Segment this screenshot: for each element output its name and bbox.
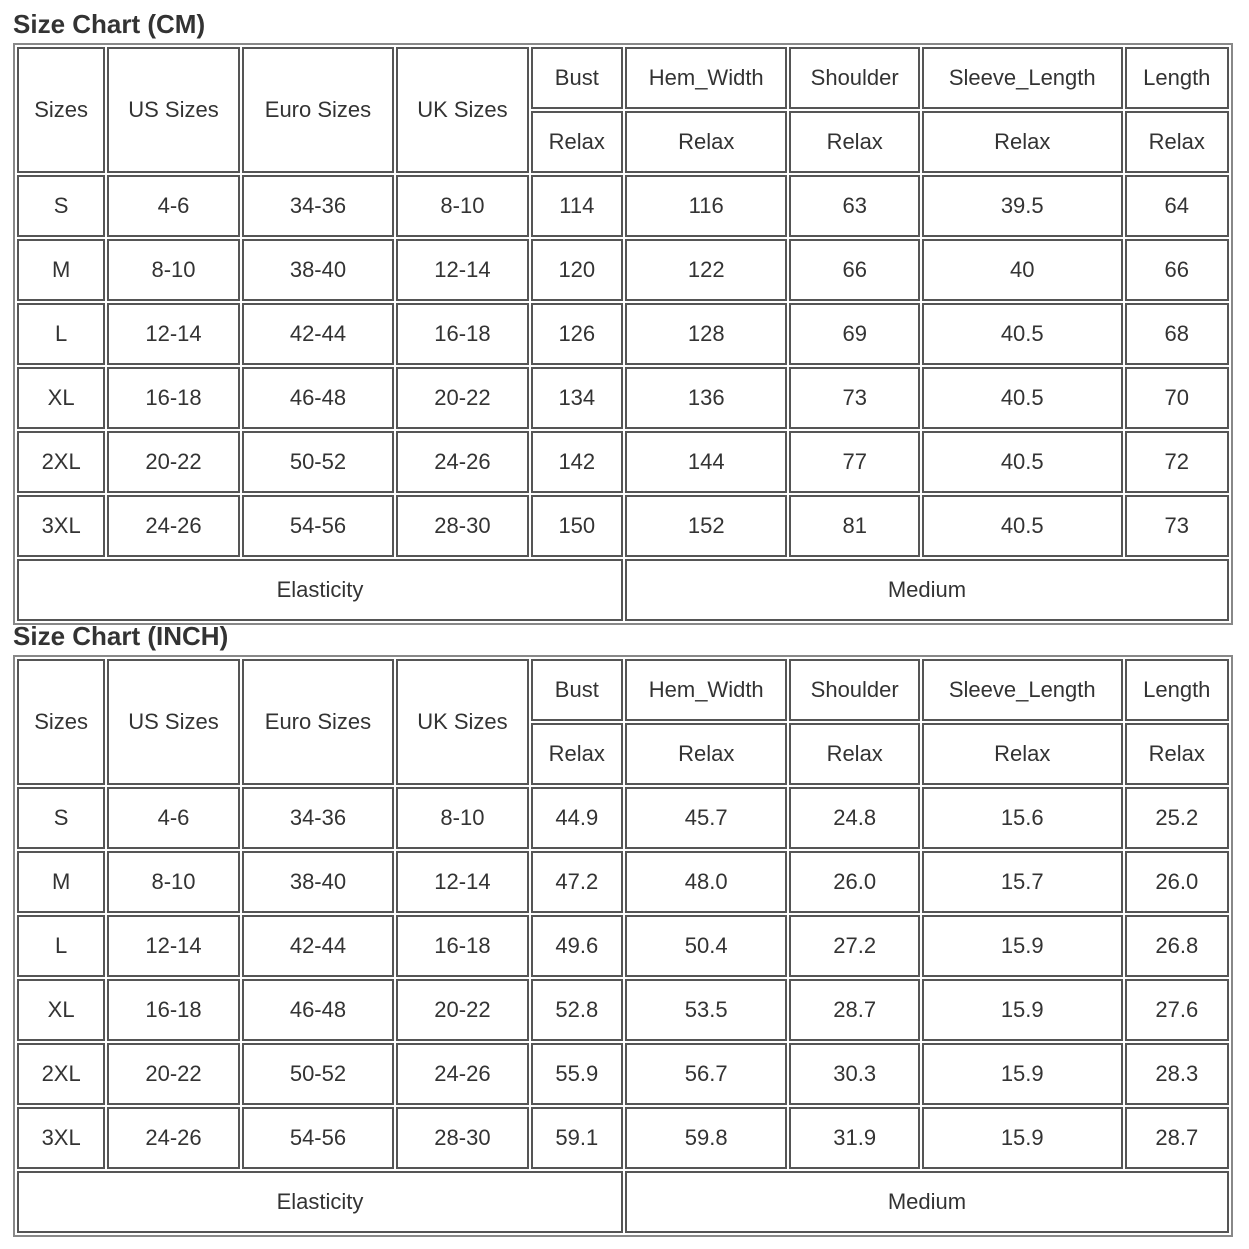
column-header: Euro Sizes — [242, 659, 395, 785]
table-cell: 63 — [789, 175, 919, 237]
table-cell: 3XL — [17, 495, 105, 557]
table-cell: 24.8 — [789, 787, 919, 849]
table-cell: 54-56 — [242, 1107, 395, 1169]
table-row — [17, 787, 1229, 849]
table-cell: 42-44 — [242, 915, 395, 977]
table-cell: 40.5 — [922, 303, 1123, 365]
table-cell: 128 — [625, 303, 788, 365]
measure-header: Hem_Width — [625, 47, 788, 109]
table-cell: 28-30 — [396, 495, 528, 557]
table-cell: 28.7 — [1125, 1107, 1229, 1169]
table-row — [17, 1107, 1229, 1169]
table-cell: 150 — [531, 495, 623, 557]
table-cell: 134 — [531, 367, 623, 429]
table-cell: 55.9 — [531, 1043, 623, 1105]
table-cell: 68 — [1125, 303, 1229, 365]
table-cell: 16-18 — [396, 915, 528, 977]
table-cell: 8-10 — [396, 175, 528, 237]
table-cell: S — [17, 175, 105, 237]
header-row — [17, 659, 1229, 721]
measure-header: Shoulder — [789, 659, 919, 721]
table-cell: XL — [17, 367, 105, 429]
table-cell: 27.6 — [1125, 979, 1229, 1041]
table-cell: 59.8 — [625, 1107, 788, 1169]
table-cell: 70 — [1125, 367, 1229, 429]
table-cell: 42-44 — [242, 303, 395, 365]
fit-sub-header: Relax — [1125, 723, 1229, 785]
fit-sub-header: Relax — [531, 723, 623, 785]
table-cell: 46-48 — [242, 367, 395, 429]
elasticity-value: Medium — [625, 1171, 1229, 1233]
table-cell: 66 — [1125, 239, 1229, 301]
table-cell: 24-26 — [396, 431, 528, 493]
table-cell: 54-56 — [242, 495, 395, 557]
size-table — [13, 43, 1233, 625]
table-cell: 40.5 — [922, 495, 1123, 557]
table-cell: 16-18 — [107, 979, 239, 1041]
table-cell: 15.9 — [922, 915, 1123, 977]
table-cell: 49.6 — [531, 915, 623, 977]
table-row — [17, 851, 1229, 913]
fit-sub-header: Relax — [625, 111, 788, 173]
elasticity-label: Elasticity — [17, 1171, 623, 1233]
elasticity-row — [17, 1171, 1229, 1233]
table-cell: 81 — [789, 495, 919, 557]
table-row — [17, 431, 1229, 493]
table-cell: 20-22 — [396, 979, 528, 1041]
table-cell: 34-36 — [242, 175, 395, 237]
table-cell: 120 — [531, 239, 623, 301]
table-cell: 126 — [531, 303, 623, 365]
table-cell: 40.5 — [922, 431, 1123, 493]
size-chart-cm — [13, 8, 1233, 625]
elasticity-label: Elasticity — [17, 559, 623, 621]
table-cell: 39.5 — [922, 175, 1123, 237]
table-cell: 28-30 — [396, 1107, 528, 1169]
table-cell: 15.6 — [922, 787, 1123, 849]
table-cell: 122 — [625, 239, 788, 301]
fit-sub-header: Relax — [789, 111, 919, 173]
table-cell: 46-48 — [242, 979, 395, 1041]
table-cell: 2XL — [17, 1043, 105, 1105]
table-cell: 12-14 — [396, 851, 528, 913]
column-header: Euro Sizes — [242, 47, 395, 173]
table-cell: 8-10 — [107, 239, 239, 301]
table-cell: 16-18 — [107, 367, 239, 429]
table-cell: 77 — [789, 431, 919, 493]
measure-header: Sleeve_Length — [922, 659, 1123, 721]
table-cell: 69 — [789, 303, 919, 365]
fit-sub-header: Relax — [625, 723, 788, 785]
table-cell: 26.0 — [1125, 851, 1229, 913]
table-cell: 56.7 — [625, 1043, 788, 1105]
table-cell: 24-26 — [107, 495, 239, 557]
table-cell: 52.8 — [531, 979, 623, 1041]
table-cell: 30.3 — [789, 1043, 919, 1105]
table-cell: 64 — [1125, 175, 1229, 237]
table-cell: 34-36 — [242, 787, 395, 849]
column-header: UK Sizes — [396, 659, 528, 785]
table-cell: 4-6 — [107, 175, 239, 237]
table-cell: 27.2 — [789, 915, 919, 977]
measure-header: Shoulder — [789, 47, 919, 109]
table-cell: 44.9 — [531, 787, 623, 849]
table-cell: 28.3 — [1125, 1043, 1229, 1105]
table-cell: 28.7 — [789, 979, 919, 1041]
chart-title: Size Chart (INCH) — [13, 621, 229, 651]
column-header: UK Sizes — [396, 47, 528, 173]
chart-title: Size Chart (CM) — [13, 9, 206, 39]
fit-sub-header: Relax — [922, 111, 1123, 173]
table-cell: 20-22 — [107, 1043, 239, 1105]
table-cell: 15.9 — [922, 1107, 1123, 1169]
column-header: Sizes — [17, 47, 105, 173]
measure-header: Hem_Width — [625, 659, 788, 721]
table-cell: 38-40 — [242, 851, 395, 913]
table-cell: 73 — [1125, 495, 1229, 557]
table-cell: 15.9 — [922, 979, 1123, 1041]
table-cell: 16-18 — [396, 303, 528, 365]
table-cell: 8-10 — [107, 851, 239, 913]
size-table — [13, 655, 1233, 1237]
table-cell: 50-52 — [242, 431, 395, 493]
table-cell: 4-6 — [107, 787, 239, 849]
table-row — [17, 1043, 1229, 1105]
table-cell: 66 — [789, 239, 919, 301]
table-cell: 152 — [625, 495, 788, 557]
table-cell: 50.4 — [625, 915, 788, 977]
table-cell: S — [17, 787, 105, 849]
table-cell: XL — [17, 979, 105, 1041]
table-cell: 26.8 — [1125, 915, 1229, 977]
table-cell: 136 — [625, 367, 788, 429]
table-cell: 47.2 — [531, 851, 623, 913]
fit-sub-header: Relax — [531, 111, 623, 173]
table-cell: 20-22 — [107, 431, 239, 493]
table-cell: 12-14 — [107, 303, 239, 365]
table-cell: 72 — [1125, 431, 1229, 493]
table-cell: 116 — [625, 175, 788, 237]
elasticity-row — [17, 559, 1229, 621]
table-cell: 24-26 — [396, 1043, 528, 1105]
table-row — [17, 175, 1229, 237]
table-row — [17, 303, 1229, 365]
table-cell: 73 — [789, 367, 919, 429]
table-row — [17, 979, 1229, 1041]
table-cell: 25.2 — [1125, 787, 1229, 849]
measure-header: Bust — [531, 47, 623, 109]
table-cell: 12-14 — [107, 915, 239, 977]
table-cell: 53.5 — [625, 979, 788, 1041]
table-row — [17, 239, 1229, 301]
table-cell: 3XL — [17, 1107, 105, 1169]
table-cell: 50-52 — [242, 1043, 395, 1105]
table-cell: 31.9 — [789, 1107, 919, 1169]
table-cell: 15.7 — [922, 851, 1123, 913]
table-cell: L — [17, 915, 105, 977]
column-header: US Sizes — [107, 47, 239, 173]
table-cell: 12-14 — [396, 239, 528, 301]
measure-header: Length — [1125, 659, 1229, 721]
table-cell: 24-26 — [107, 1107, 239, 1169]
size-chart-inch — [13, 620, 1233, 1237]
table-cell: 40 — [922, 239, 1123, 301]
table-cell: 15.9 — [922, 1043, 1123, 1105]
table-cell: 8-10 — [396, 787, 528, 849]
table-cell: 114 — [531, 175, 623, 237]
table-cell: M — [17, 239, 105, 301]
table-cell: 48.0 — [625, 851, 788, 913]
elasticity-value: Medium — [625, 559, 1229, 621]
table-row — [17, 915, 1229, 977]
measure-header: Sleeve_Length — [922, 47, 1123, 109]
table-cell: 40.5 — [922, 367, 1123, 429]
table-cell: 2XL — [17, 431, 105, 493]
fit-sub-header: Relax — [1125, 111, 1229, 173]
measure-header: Bust — [531, 659, 623, 721]
table-cell: 59.1 — [531, 1107, 623, 1169]
table-cell: 45.7 — [625, 787, 788, 849]
table-cell: 142 — [531, 431, 623, 493]
table-cell: L — [17, 303, 105, 365]
fit-sub-header: Relax — [789, 723, 919, 785]
fit-sub-header: Relax — [922, 723, 1123, 785]
table-cell: 26.0 — [789, 851, 919, 913]
table-cell: 38-40 — [242, 239, 395, 301]
column-header: US Sizes — [107, 659, 239, 785]
column-header: Sizes — [17, 659, 105, 785]
table-cell: M — [17, 851, 105, 913]
table-cell: 20-22 — [396, 367, 528, 429]
measure-header: Length — [1125, 47, 1229, 109]
table-row — [17, 367, 1229, 429]
header-row — [17, 47, 1229, 109]
table-row — [17, 495, 1229, 557]
table-cell: 144 — [625, 431, 788, 493]
